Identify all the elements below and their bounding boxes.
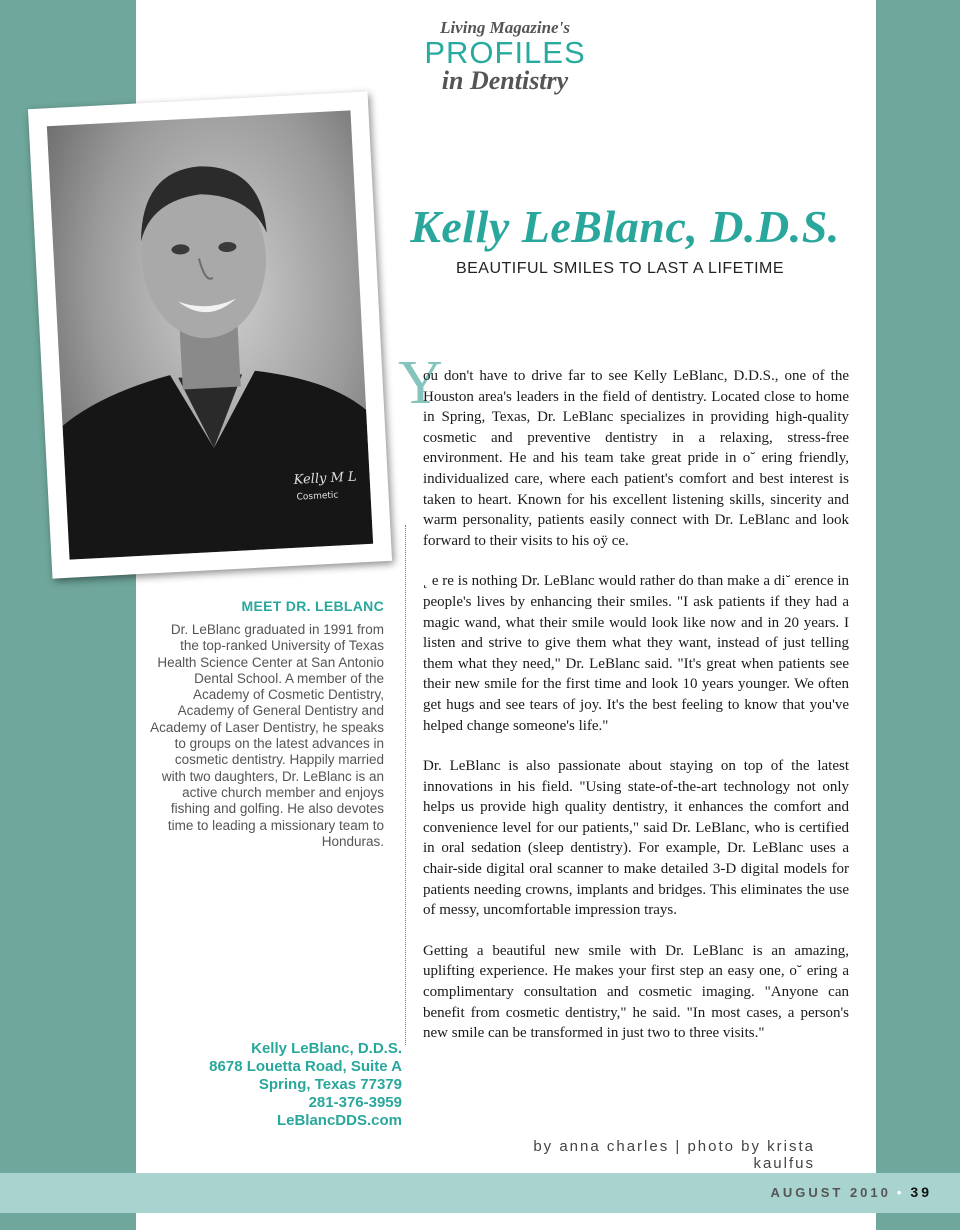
article-paragraph: Dr. LeBlanc is also passionate about staying on top of the latest innovations in his field. "Using state-of-the-art technology not only helps us provide high quality dentistry, it enhances the comfort and convenience level for our patients," said Dr. LeBlanc, who is certified in oral sedation (sleep dentistry). For example, Dr. LeBlanc uses a chair-side digital oral scanner to make detailed 3-D digital models for patients needing crowns, implants and bridges. This eliminates the use of messy, uncomfortable impression trays. — [423, 758, 849, 919]
article-subtitle: BEAUTIFUL SMILES TO LAST A LIFETIME — [455, 260, 785, 277]
page-number: 39 — [910, 1184, 932, 1200]
contact-block — [150, 1040, 402, 1130]
portrait-photo — [47, 110, 373, 559]
scrub-signature: Kelly M L — [293, 469, 357, 488]
scrub-label: Cosmetic — [296, 490, 339, 503]
masthead-section: in Dentistry — [441, 66, 569, 95]
contact-website: LeBlancDDS.com — [276, 1112, 402, 1129]
masthead-profiles: PROFILES — [424, 35, 586, 70]
article-paragraph: ˛ e re is nothing Dr. LeBlanc would rather do than make a di˘ erence in people's lives by enhancing their smiles. "I ask patients if they had a magic wand, what their smile would look like now and in 20 years. I listen and strive to give them what they want, instead of just telling them what they need," Dr. LeBlanc said. "It's great when patients see their new smile for the first time and look 10 years younger. We often get hugs and see tears of joy. It's the best feeling to know that you've helped change someone's life." — [423, 573, 849, 734]
contact-address-line2: Spring, Texas 77379 — [258, 1076, 402, 1093]
footer-separator: • — [896, 1185, 905, 1200]
portrait-illustration — [47, 110, 373, 559]
article-paragraph: ou don't have to drive far to see Kelly LeBlanc, D.D.S., one of the Houston area's leaders in the field of dentistry. Located close to home in Spring, Texas, Dr. LeBlanc specializes in providing high-quality cosmetic and preventive dentistry in a relaxing, stress-free environment. He and his team take great pride in o˘ ering friendly, individualized care, where each patient's comfort and best interest is taken to heart. Known for his excellent listening skills, sincerity and warm personality, patients easily connect with Dr. LeBlanc and look forward to their visits to his oÿ ce. — [423, 368, 849, 549]
article-title: Kelly LeBlanc, D.D.S. — [410, 201, 840, 252]
sidebar-bio: Dr. LeBlanc graduated in 1991 from the top-ranked University of Texas Health Science Center at San Antonio Dental School. A member of the Academy of Cosmetic Dentistry, Academy of General Dentistry and Academy of Laser Dentistry, he speaks to groups on the latest advances in cosmetic dentistry. Happily married with two daughters, Dr. LeBlanc is an active church member and enjoys fishing and golfing. He also devotes time to leading a missionary team to Honduras. — [150, 622, 384, 849]
article-body — [423, 366, 849, 1064]
issue-date: AUGUST 2010 — [770, 1185, 891, 1200]
masthead-magazine-name: Living Magazine's — [440, 18, 570, 37]
sidebar-heading: MEET DR. LEBLANC — [241, 598, 384, 614]
article-paragraph: Getting a beautiful new smile with Dr. LeBlanc is an amazing, uplifting experience. He makes your first step an easy one, o˘ ering a complimentary consultation and cosmetic imaging. "Anyone can benefit from cosmetic dentistry," he said. "In most cases, a person's new smile can be transformed in just two to three visits." — [423, 942, 849, 1042]
portrait-photo-frame — [28, 91, 392, 578]
contact-address-line1: 8678 Louetta Road, Suite A — [209, 1058, 402, 1075]
column-divider — [405, 525, 406, 1045]
masthead — [380, 18, 630, 94]
drop-cap: Y — [398, 349, 443, 417]
footer-margin — [136, 1213, 876, 1230]
contact-phone: 281-376-3959 — [308, 1094, 402, 1111]
contact-name: Kelly LeBlanc, D.D.S. — [251, 1040, 402, 1057]
byline: by anna charles | photo by krista kaulfus — [533, 1138, 815, 1172]
page-footer — [770, 1184, 932, 1200]
